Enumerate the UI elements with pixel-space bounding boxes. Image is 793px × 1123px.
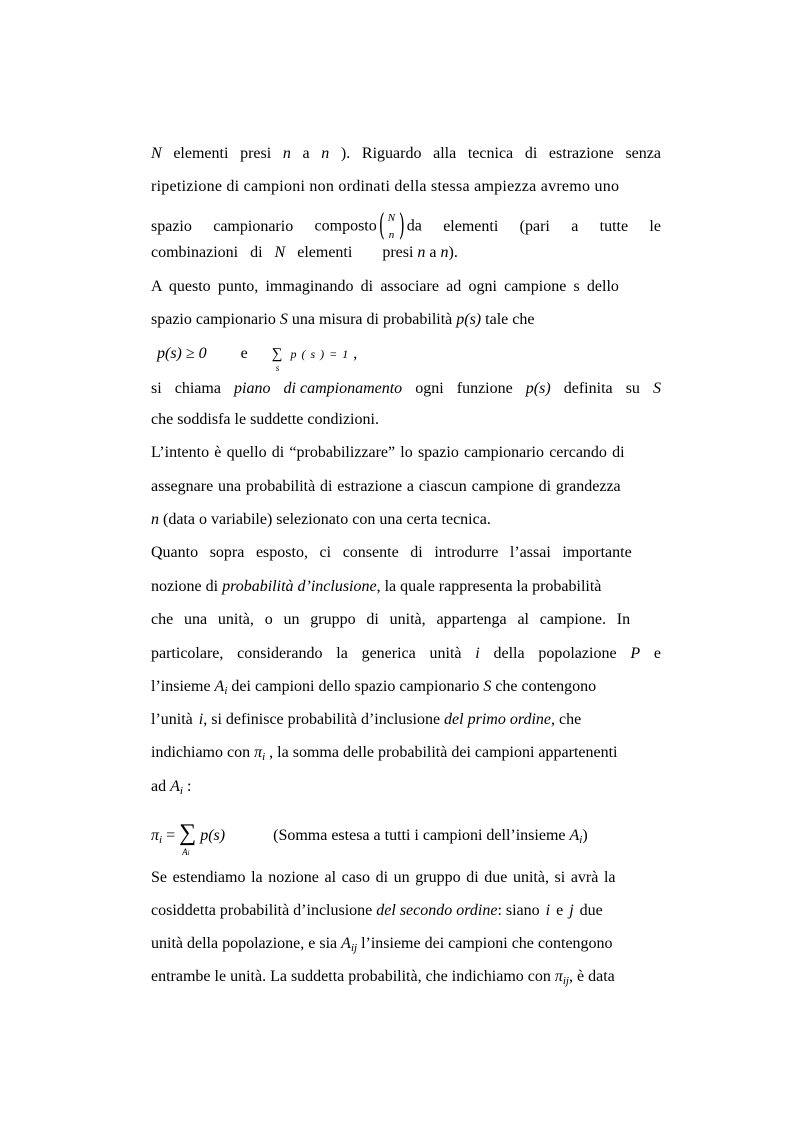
subscript: i — [179, 785, 183, 797]
text: una misura di probabilità — [291, 311, 453, 328]
var-Aij — [341, 933, 357, 956]
text: tale che — [485, 311, 535, 328]
text: l’insieme dei campioni che contengono — [361, 935, 613, 952]
var-n: n — [321, 145, 330, 162]
var-S: S — [279, 311, 288, 328]
text-line-5 — [151, 276, 661, 298]
equals: = — [166, 827, 176, 844]
var-Ai — [569, 825, 582, 848]
text-line-10 — [151, 442, 661, 464]
var-ps: p(s) — [456, 311, 482, 328]
word: a — [571, 217, 579, 235]
text: (data o variabile) selezionato con una certa tecnica. — [163, 511, 491, 528]
word: ). — [448, 244, 458, 261]
subscript: ij — [562, 975, 569, 987]
text: spazio campionario — [151, 311, 276, 328]
text: : — [186, 778, 192, 795]
text: Se estendiamo la nozione al caso di un gruppo di due unità, si avrà la — [151, 869, 616, 886]
sigma-symbol — [271, 343, 283, 373]
text-line-9 — [151, 409, 661, 431]
term-primo-ordine: del primo ordine — [444, 711, 551, 728]
text: entrambe le unità. La suddetta probabilità, che indichiamo con — [151, 968, 551, 985]
var-A: A — [170, 778, 180, 795]
term-di-campionamento: di campionamento — [283, 380, 403, 397]
word: la — [336, 645, 348, 662]
word: due — [579, 902, 603, 919]
text: unità della popolazione, e sia — [151, 935, 338, 952]
word: ). — [340, 145, 351, 162]
text-line-11 — [151, 476, 661, 498]
word: generica — [361, 645, 416, 662]
var-S: S — [483, 678, 492, 695]
word: presi — [240, 145, 272, 162]
text-line-3 — [151, 208, 661, 243]
text: che una unità, o un gruppo di unità, appartenga al campione. In — [151, 611, 631, 628]
word: le — [649, 217, 661, 235]
text: dei campioni dello spazio campionario — [231, 678, 480, 695]
text: nozione di — [151, 578, 219, 595]
var-n: n — [440, 244, 449, 261]
text-line-8 — [151, 378, 661, 400]
pi-glyph: π — [254, 744, 263, 761]
text: assegnare una probabilità di estrazione a ciascun campione di grandezza — [151, 478, 621, 495]
formula-note-close: ) — [582, 827, 588, 844]
text: che contengono — [495, 678, 597, 695]
text: , che — [551, 711, 582, 728]
var-P: P — [630, 645, 641, 662]
formula-note: (Somma estesa a tutti i campioni dell’insieme — [273, 827, 566, 844]
sigma-index-i: i — [187, 849, 190, 857]
word: e — [556, 902, 564, 919]
word: particolare, — [151, 645, 224, 662]
sigma-index-A: A — [182, 847, 188, 857]
word: elementi — [443, 217, 499, 235]
text-line-14 — [151, 576, 661, 598]
text-line-23 — [151, 900, 661, 922]
var-n: n — [151, 511, 159, 528]
word: ogni — [415, 380, 444, 397]
binomial-bottom: n — [388, 229, 395, 241]
word: spazio — [151, 217, 192, 235]
text: , si definisce probabilità d’inclusione — [203, 711, 441, 728]
sigma-glyph: ∑ — [271, 346, 283, 362]
sigma-index: s — [275, 363, 280, 373]
text-line-25 — [151, 966, 661, 988]
word: a — [302, 145, 310, 162]
var-i: i — [545, 902, 551, 919]
text-line-13 — [151, 542, 661, 564]
var-ps: p(s) — [525, 380, 551, 397]
text: , è data — [569, 968, 615, 985]
var-ps: p(s) — [200, 827, 226, 844]
var-Ai — [170, 776, 183, 799]
word: chiama — [174, 380, 221, 397]
word: su — [625, 380, 640, 397]
word: elementi — [297, 244, 353, 261]
word: a — [429, 244, 437, 261]
var-n: n — [417, 244, 426, 261]
var-pi-ij — [555, 966, 569, 989]
var-A: A — [341, 935, 351, 952]
pi-glyph: π — [554, 968, 563, 985]
subscript: i — [159, 834, 163, 846]
word: popolazione — [538, 645, 617, 662]
word: di — [250, 244, 263, 261]
text-line-6 — [151, 309, 661, 331]
word: presi — [382, 244, 414, 261]
formula-first-order-inclusion — [151, 820, 661, 857]
formula-nonneg: p(s) ≥ 0 — [157, 345, 207, 362]
text-line-22 — [151, 867, 661, 889]
subscript: i — [224, 685, 228, 697]
word: (pari — [519, 217, 550, 235]
paren-right: ) — [398, 208, 405, 243]
binomial-coefficient — [378, 208, 405, 245]
binomial-top: N — [387, 212, 396, 224]
text-line-20 — [151, 776, 661, 798]
paren-left: ( — [378, 208, 385, 243]
text: cosiddetta probabilità d’inclusione — [151, 902, 373, 919]
word: di — [524, 145, 538, 162]
subscript: ij — [350, 942, 358, 954]
sigma-index — [182, 841, 189, 864]
word: composto — [314, 217, 377, 235]
text-line-16 — [151, 643, 661, 665]
text: l’insieme — [151, 678, 211, 695]
var-A: A — [569, 827, 580, 844]
text: A questo punto, immaginando di associare ad ogni campione s dello — [151, 278, 619, 295]
subscript: i — [262, 751, 266, 763]
text-line-17 — [151, 676, 661, 698]
var-A: A — [214, 678, 225, 695]
text-line-2 — [151, 176, 661, 198]
word: Riguardo — [361, 145, 422, 162]
text-line-15 — [151, 609, 661, 631]
text: ripetizione di campioni non ordinati della stessa ampiezza avremo uno — [151, 178, 620, 195]
pi-glyph: π — [151, 827, 160, 844]
sigma-symbol — [179, 820, 197, 857]
formula-sum-one: p ( s ) = 1 — [290, 347, 350, 361]
var-i: i — [198, 711, 204, 728]
var-j: j — [569, 902, 574, 919]
text-line-24 — [151, 933, 661, 955]
word: da — [406, 217, 422, 235]
text-line-19 — [151, 742, 661, 764]
word: definita — [563, 380, 613, 397]
text: , la quale rappresenta la probabilità — [376, 578, 602, 595]
term-secondo-ordine: del secondo ordine — [376, 902, 498, 919]
word: estrazione — [548, 145, 614, 162]
var-n: n — [282, 145, 291, 162]
sigma-glyph: ∑ — [179, 820, 197, 846]
text: Quanto sopra esposto, ci consente di introdurre l’assai importante — [151, 544, 632, 561]
var-N: N — [151, 145, 162, 162]
term-probabilita-inclusione: probabilità d’inclusione — [222, 578, 377, 595]
text-line-12 — [151, 509, 661, 531]
word: si — [151, 380, 162, 397]
text: ad — [151, 778, 167, 795]
word: tecnica — [467, 145, 514, 162]
var-N: N — [274, 244, 286, 261]
word: e — [240, 345, 248, 362]
text: indichiamo con — [151, 744, 251, 761]
word-composto-with-binomial — [315, 209, 422, 245]
var-i: i — [475, 645, 480, 662]
word: e — [653, 645, 661, 662]
word: elementi — [173, 145, 229, 162]
text-line-1 — [151, 143, 661, 165]
term-piano: piano — [234, 380, 271, 397]
text: che soddisfa le suddette condizioni. — [151, 411, 379, 428]
text: l’unità — [151, 711, 193, 728]
word: senza — [625, 145, 661, 162]
var-pi-i — [254, 742, 265, 765]
word: della — [493, 645, 525, 662]
word: tutte — [599, 217, 629, 235]
text: , la somma delle probabilità dei campioni appartenenti — [269, 744, 618, 761]
word: alla — [433, 145, 457, 162]
word: unità — [429, 645, 462, 662]
comma: , — [353, 345, 358, 362]
subscript: i — [579, 834, 583, 846]
var-pi-i — [151, 825, 162, 848]
var-Ai — [215, 676, 228, 699]
word: funzione — [456, 380, 513, 397]
formula-probability-conditions — [157, 343, 667, 373]
text-line-18 — [151, 709, 661, 731]
text: : siano — [497, 902, 540, 919]
word: campionario — [213, 217, 294, 235]
text-line-4 — [151, 242, 661, 264]
word: combinazioni — [151, 244, 239, 261]
var-S: S — [652, 380, 661, 397]
word: considerando — [237, 645, 323, 662]
text: L’intento è quello di “probabilizzare” lo spazio campionario cercando di — [151, 444, 625, 461]
